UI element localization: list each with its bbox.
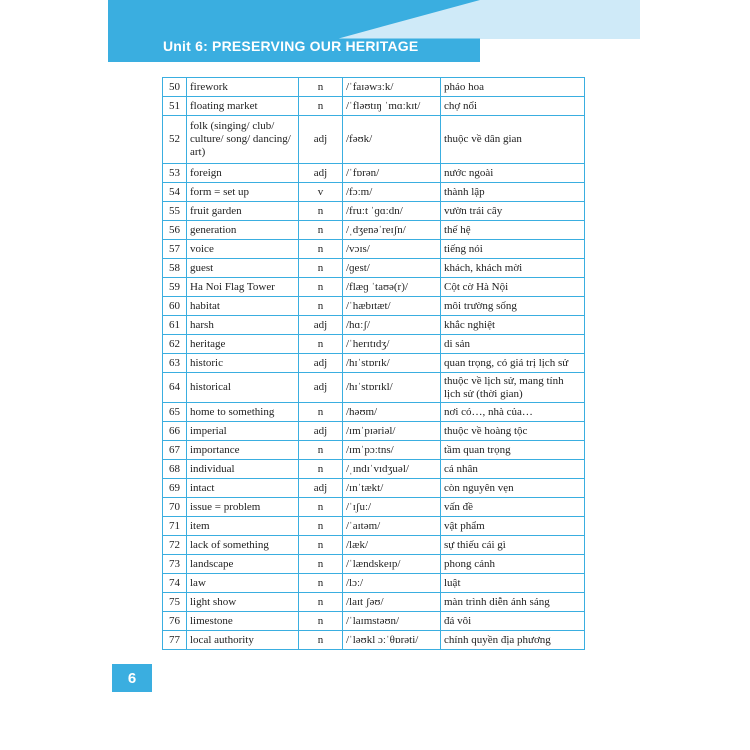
pronunciation: /ɪmˈpɔːtns/ [343, 441, 441, 460]
row-number: 74 [163, 574, 187, 593]
unit-title: Unit 6: PRESERVING OUR HERITAGE [163, 38, 419, 54]
table-row [163, 97, 585, 116]
meaning: cá nhân [441, 460, 585, 479]
pronunciation: /fruːt ˈɡɑːdn/ [343, 202, 441, 221]
part-of-speech: n [299, 221, 343, 240]
part-of-speech: n [299, 78, 343, 97]
part-of-speech: n [299, 441, 343, 460]
pronunciation: /hɪˈstɒrɪk/ [343, 354, 441, 373]
vocab-word: local authority [187, 631, 299, 650]
part-of-speech: adj [299, 164, 343, 183]
table-row [163, 278, 585, 297]
meaning: màn trình diễn ánh sáng [441, 593, 585, 612]
table-row [163, 78, 585, 97]
vocab-word: historical [187, 373, 299, 403]
table-row [163, 479, 585, 498]
row-number: 68 [163, 460, 187, 479]
page-number: 6 [112, 664, 152, 692]
part-of-speech: adj [299, 116, 343, 164]
vocab-word: heritage [187, 335, 299, 354]
row-number: 69 [163, 479, 187, 498]
vocab-word: home to something [187, 403, 299, 422]
pronunciation: /ˈfɒrən/ [343, 164, 441, 183]
table-row [163, 536, 585, 555]
part-of-speech: adj [299, 479, 343, 498]
table-row [163, 259, 585, 278]
pronunciation: /ɪmˈpɪəriəl/ [343, 422, 441, 441]
part-of-speech: n [299, 240, 343, 259]
row-number: 70 [163, 498, 187, 517]
vocab-word: form = set up [187, 183, 299, 202]
meaning: chợ nổi [441, 97, 585, 116]
table-row [163, 555, 585, 574]
row-number: 57 [163, 240, 187, 259]
meaning: Cột cờ Hà Nội [441, 278, 585, 297]
vocab-word: guest [187, 259, 299, 278]
table-row [163, 403, 585, 422]
table-row [163, 297, 585, 316]
row-number: 71 [163, 517, 187, 536]
row-number: 51 [163, 97, 187, 116]
table-row [163, 221, 585, 240]
pronunciation: /ˌdʒenəˈreɪʃn/ [343, 221, 441, 240]
part-of-speech: n [299, 517, 343, 536]
meaning: đá vôi [441, 612, 585, 631]
row-number: 52 [163, 116, 187, 164]
part-of-speech: n [299, 593, 343, 612]
vocab-word: generation [187, 221, 299, 240]
row-number: 73 [163, 555, 187, 574]
row-number: 77 [163, 631, 187, 650]
part-of-speech: n [299, 574, 343, 593]
meaning: thành lập [441, 183, 585, 202]
part-of-speech: adj [299, 373, 343, 403]
pronunciation: /ˈləʊkl ɔːˈθɒrəti/ [343, 631, 441, 650]
pronunciation: /hɪˈstɒrɪkl/ [343, 373, 441, 403]
meaning: vấn đề [441, 498, 585, 517]
row-number: 66 [163, 422, 187, 441]
meaning: tầm quan trọng [441, 441, 585, 460]
vocab-word: individual [187, 460, 299, 479]
row-number: 75 [163, 593, 187, 612]
vocab-word: limestone [187, 612, 299, 631]
meaning: môi trường sống [441, 297, 585, 316]
pronunciation: /vɔɪs/ [343, 240, 441, 259]
vocabulary-table [162, 77, 585, 650]
row-number: 50 [163, 78, 187, 97]
row-number: 72 [163, 536, 187, 555]
pronunciation: /ɪnˈtækt/ [343, 479, 441, 498]
meaning: vật phẩm [441, 517, 585, 536]
pronunciation: /ˈlaɪmstəʊn/ [343, 612, 441, 631]
table-row [163, 593, 585, 612]
part-of-speech: n [299, 460, 343, 479]
row-number: 76 [163, 612, 187, 631]
table-row [163, 460, 585, 479]
table-row [163, 183, 585, 202]
meaning: chính quyền địa phương [441, 631, 585, 650]
part-of-speech: v [299, 183, 343, 202]
table-row [163, 441, 585, 460]
pronunciation: /fəʊk/ [343, 116, 441, 164]
vocab-word: lack of something [187, 536, 299, 555]
part-of-speech: n [299, 335, 343, 354]
vocab-word: historic [187, 354, 299, 373]
part-of-speech: adj [299, 354, 343, 373]
pronunciation: /ɡest/ [343, 259, 441, 278]
table-row [163, 612, 585, 631]
vocab-word: Ha Noi Flag Tower [187, 278, 299, 297]
vocab-word: issue = problem [187, 498, 299, 517]
part-of-speech: n [299, 612, 343, 631]
vocab-word: foreign [187, 164, 299, 183]
meaning: thuộc về hoàng tộc [441, 422, 585, 441]
meaning: khách, khách mời [441, 259, 585, 278]
meaning: quan trọng, có giá trị lịch sử [441, 354, 585, 373]
part-of-speech: n [299, 202, 343, 221]
table-row [163, 517, 585, 536]
vocab-word: floating market [187, 97, 299, 116]
part-of-speech: n [299, 631, 343, 650]
table-row [163, 422, 585, 441]
meaning: luật [441, 574, 585, 593]
pronunciation: /læk/ [343, 536, 441, 555]
meaning: phong cảnh [441, 555, 585, 574]
table-row [163, 164, 585, 183]
part-of-speech: adj [299, 422, 343, 441]
pronunciation: /fɔːm/ [343, 183, 441, 202]
part-of-speech: n [299, 555, 343, 574]
row-number: 67 [163, 441, 187, 460]
row-number: 65 [163, 403, 187, 422]
meaning: pháo hoa [441, 78, 585, 97]
meaning: nơi có…, nhà của… [441, 403, 585, 422]
meaning: sự thiếu cái gì [441, 536, 585, 555]
pronunciation: /ˈhæbɪtæt/ [343, 297, 441, 316]
row-number: 56 [163, 221, 187, 240]
vocab-word: importance [187, 441, 299, 460]
row-number: 55 [163, 202, 187, 221]
part-of-speech: n [299, 297, 343, 316]
pronunciation: /hɑːʃ/ [343, 316, 441, 335]
table-row [163, 354, 585, 373]
vocab-word: imperial [187, 422, 299, 441]
pronunciation: /ˈaɪtəm/ [343, 517, 441, 536]
table-row [163, 631, 585, 650]
table-row [163, 240, 585, 259]
vocab-word: light show [187, 593, 299, 612]
row-number: 59 [163, 278, 187, 297]
pronunciation: /ˌɪndɪˈvɪdʒuəl/ [343, 460, 441, 479]
meaning: di sản [441, 335, 585, 354]
row-number: 61 [163, 316, 187, 335]
pronunciation: /ˈɪʃuː/ [343, 498, 441, 517]
table-row [163, 574, 585, 593]
table-row [163, 498, 585, 517]
pronunciation: /ˈfləʊtɪŋ ˈmɑːkɪt/ [343, 97, 441, 116]
row-number: 62 [163, 335, 187, 354]
meaning: khắc nghiệt [441, 316, 585, 335]
pronunciation: /lɔː/ [343, 574, 441, 593]
row-number: 63 [163, 354, 187, 373]
pronunciation: /həʊm/ [343, 403, 441, 422]
vocab-word: fruit garden [187, 202, 299, 221]
meaning: thế hệ [441, 221, 585, 240]
part-of-speech: n [299, 498, 343, 517]
pronunciation: /ˈfaɪəwɜːk/ [343, 78, 441, 97]
pronunciation: /ˈlændskeɪp/ [343, 555, 441, 574]
vocab-word: folk (singing/ club/ culture/ song/ dancing/ art) [187, 116, 299, 164]
vocab-word: harsh [187, 316, 299, 335]
row-number: 58 [163, 259, 187, 278]
meaning: nước ngoài [441, 164, 585, 183]
table-row [163, 316, 585, 335]
vocab-word: voice [187, 240, 299, 259]
pronunciation: /ˈherɪtɪdʒ/ [343, 335, 441, 354]
table-row [163, 335, 585, 354]
pronunciation: /flæɡ ˈtaʊə(r)/ [343, 278, 441, 297]
vocab-word: item [187, 517, 299, 536]
meaning: thuộc về dân gian [441, 116, 585, 164]
meaning: thuộc về lịch sử, mang tính lịch sử (thời gian) [441, 373, 585, 403]
pronunciation: /laɪt ʃəʊ/ [343, 593, 441, 612]
vocab-word: law [187, 574, 299, 593]
part-of-speech: n [299, 97, 343, 116]
row-number: 64 [163, 373, 187, 403]
part-of-speech: adj [299, 316, 343, 335]
vocab-word: intact [187, 479, 299, 498]
meaning: tiếng nói [441, 240, 585, 259]
row-number: 53 [163, 164, 187, 183]
part-of-speech: n [299, 403, 343, 422]
meaning: vườn trái cây [441, 202, 585, 221]
table-row [163, 202, 585, 221]
meaning: còn nguyên vẹn [441, 479, 585, 498]
vocab-word: landscape [187, 555, 299, 574]
part-of-speech: n [299, 536, 343, 555]
row-number: 60 [163, 297, 187, 316]
table-row [163, 116, 585, 164]
table-row [163, 373, 585, 403]
vocab-word: firework [187, 78, 299, 97]
part-of-speech: n [299, 259, 343, 278]
row-number: 54 [163, 183, 187, 202]
vocab-word: habitat [187, 297, 299, 316]
part-of-speech: n [299, 278, 343, 297]
